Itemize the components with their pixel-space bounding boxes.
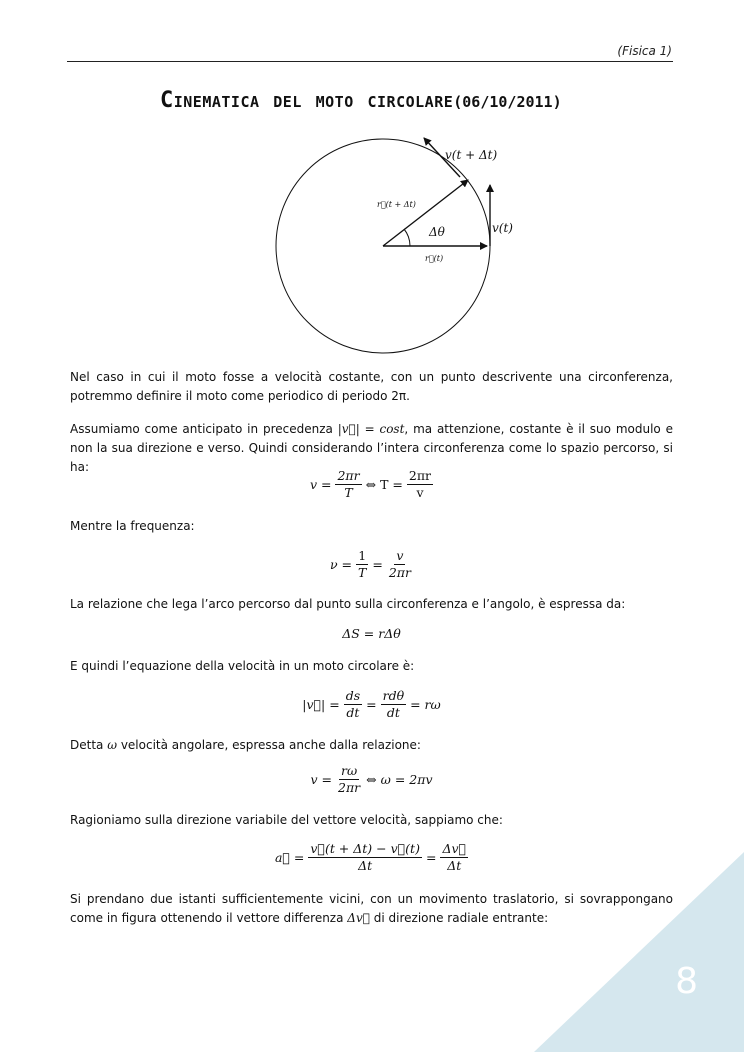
page-number: 8 <box>675 961 698 1002</box>
eq2-num2: v <box>396 548 404 563</box>
paragraph-4: La relazione che lega l’arco percorso dal punto sulla circonferenza e l’angolo, è espressa da: <box>70 597 626 611</box>
paragraph-2-end: , ma attenzione, costante è il suo modulo e non la sua direzione e verso. Quindi considerando l’intera circonferenza come lo spazio percorso, si ha: <box>70 422 673 474</box>
paragraph-6-start: Detta <box>70 738 108 752</box>
eq6-num1: v⃗(t + Δt) − v⃗(t) <box>310 841 420 856</box>
paragraph-8 <box>70 890 673 928</box>
eq6-den2: Δt <box>447 858 462 873</box>
label-v-t-dt: v(t + Δt) <box>445 148 498 162</box>
eq4-den1: dt <box>346 705 360 720</box>
eq4-rhs: = rω <box>410 697 441 712</box>
eq3-text: ΔS = rΔθ <box>342 626 401 641</box>
header-rule <box>67 61 673 62</box>
eq4-den2: dt <box>386 705 400 720</box>
paragraph-7: Ragioniamo sulla direzione variabile del vettore velocità, sappiamo che: <box>70 813 503 827</box>
equation-arc <box>70 626 673 641</box>
radius-vector-t-dt <box>383 180 468 246</box>
eq2-num1: 1 <box>358 548 367 563</box>
eq2-frac1 <box>356 548 368 581</box>
equation-angular-velocity <box>70 763 673 796</box>
modulus-constant-expr: |v⃗| = cost <box>337 422 405 436</box>
eq5-frac1 <box>336 763 362 796</box>
eq2-eq: = <box>372 557 383 572</box>
eq4-num2: rdθ <box>382 688 405 703</box>
title-date: (06/10/2011) <box>453 93 562 111</box>
paragraph-6-end: velocità angolare, espressa anche dalla relazione: <box>117 738 421 752</box>
omega-symbol: ω <box>107 738 117 752</box>
eq6-num2: Δv⃗ <box>442 841 467 856</box>
eq6-eq: = <box>425 850 437 865</box>
running-header: (Fisica 1) <box>617 44 672 58</box>
equation-acceleration <box>70 841 673 874</box>
page-corner-decoration <box>534 852 744 1052</box>
eq1-num2: 2πr <box>408 468 432 483</box>
label-v-t: v(t) <box>492 221 513 235</box>
paragraph-3: Mentre la frequenza: <box>70 519 195 533</box>
eq6-lhs: a⃗ = <box>274 850 305 865</box>
eq2-den1: T <box>358 565 367 580</box>
paragraph-8-start: Si prendano due istanti sufficientemente vicini, con un movimento traslatorio, si sovrappongano come in figura ottenendo il vettore differenza <box>70 892 673 925</box>
title-main: Cinematica del moto circolare <box>160 88 454 113</box>
eq6-den1: Δt <box>358 858 373 873</box>
eq4-eq1: = <box>366 697 377 712</box>
eq1-frac1 <box>335 468 361 501</box>
eq1-num1: 2πr <box>337 468 360 483</box>
eq6-frac1 <box>308 841 422 874</box>
eq4-lhs: |v⃗| = <box>302 697 340 712</box>
label-r-t-dt: r⃗(t + Δt) <box>377 200 416 209</box>
delta-v-symbol: Δv⃗ <box>347 911 370 925</box>
eq4-frac2 <box>381 688 407 721</box>
label-dtheta: Δθ <box>429 225 445 239</box>
eq5-rhs: ω = 2πv <box>380 772 433 787</box>
eq5-lhs: v = <box>310 772 333 787</box>
circle-diagram <box>250 135 530 355</box>
paragraph-6 <box>70 736 673 755</box>
eq6-frac2 <box>440 841 468 874</box>
paragraph-8-end: di direzione radiale entrante: <box>369 911 549 925</box>
eq1-den2: v <box>416 485 424 500</box>
eq5-iff: ⇔ <box>366 772 377 787</box>
eq5-den1: 2πr <box>338 780 361 795</box>
eq5-num1: rω <box>341 763 358 778</box>
label-r-t: r⃗(t) <box>425 254 444 263</box>
eq2-lhs: ν = <box>329 557 353 572</box>
angle-arc <box>404 229 410 246</box>
paragraph-5: E quindi l’equazione della velocità in un moto circolare è: <box>70 659 415 673</box>
eq1-lhs: v = <box>309 477 332 492</box>
page-title <box>160 88 562 113</box>
eq2-frac2 <box>387 548 413 581</box>
equation-period <box>70 468 673 501</box>
eq1-den1: T <box>344 485 353 500</box>
paragraph-2-start: Assumiamo come anticipato in precedenza <box>70 422 338 436</box>
circular-motion-figure <box>250 135 530 355</box>
equation-frequency <box>70 548 673 581</box>
eq1-frac2 <box>407 468 433 501</box>
eq1-iff: ⇔ <box>365 477 377 492</box>
equation-velocity <box>70 688 673 721</box>
eq4-num1: ds <box>345 688 361 703</box>
eq4-frac1 <box>344 688 362 721</box>
paragraph-1: Nel caso in cui il moto fosse a velocità costante, con un punto descrivente una circonferenza, potremmo definire il moto come periodico di periodo 2π. <box>70 370 673 403</box>
eq2-den2: 2πr <box>388 565 412 580</box>
eq1-t-eq: T = <box>380 477 403 492</box>
